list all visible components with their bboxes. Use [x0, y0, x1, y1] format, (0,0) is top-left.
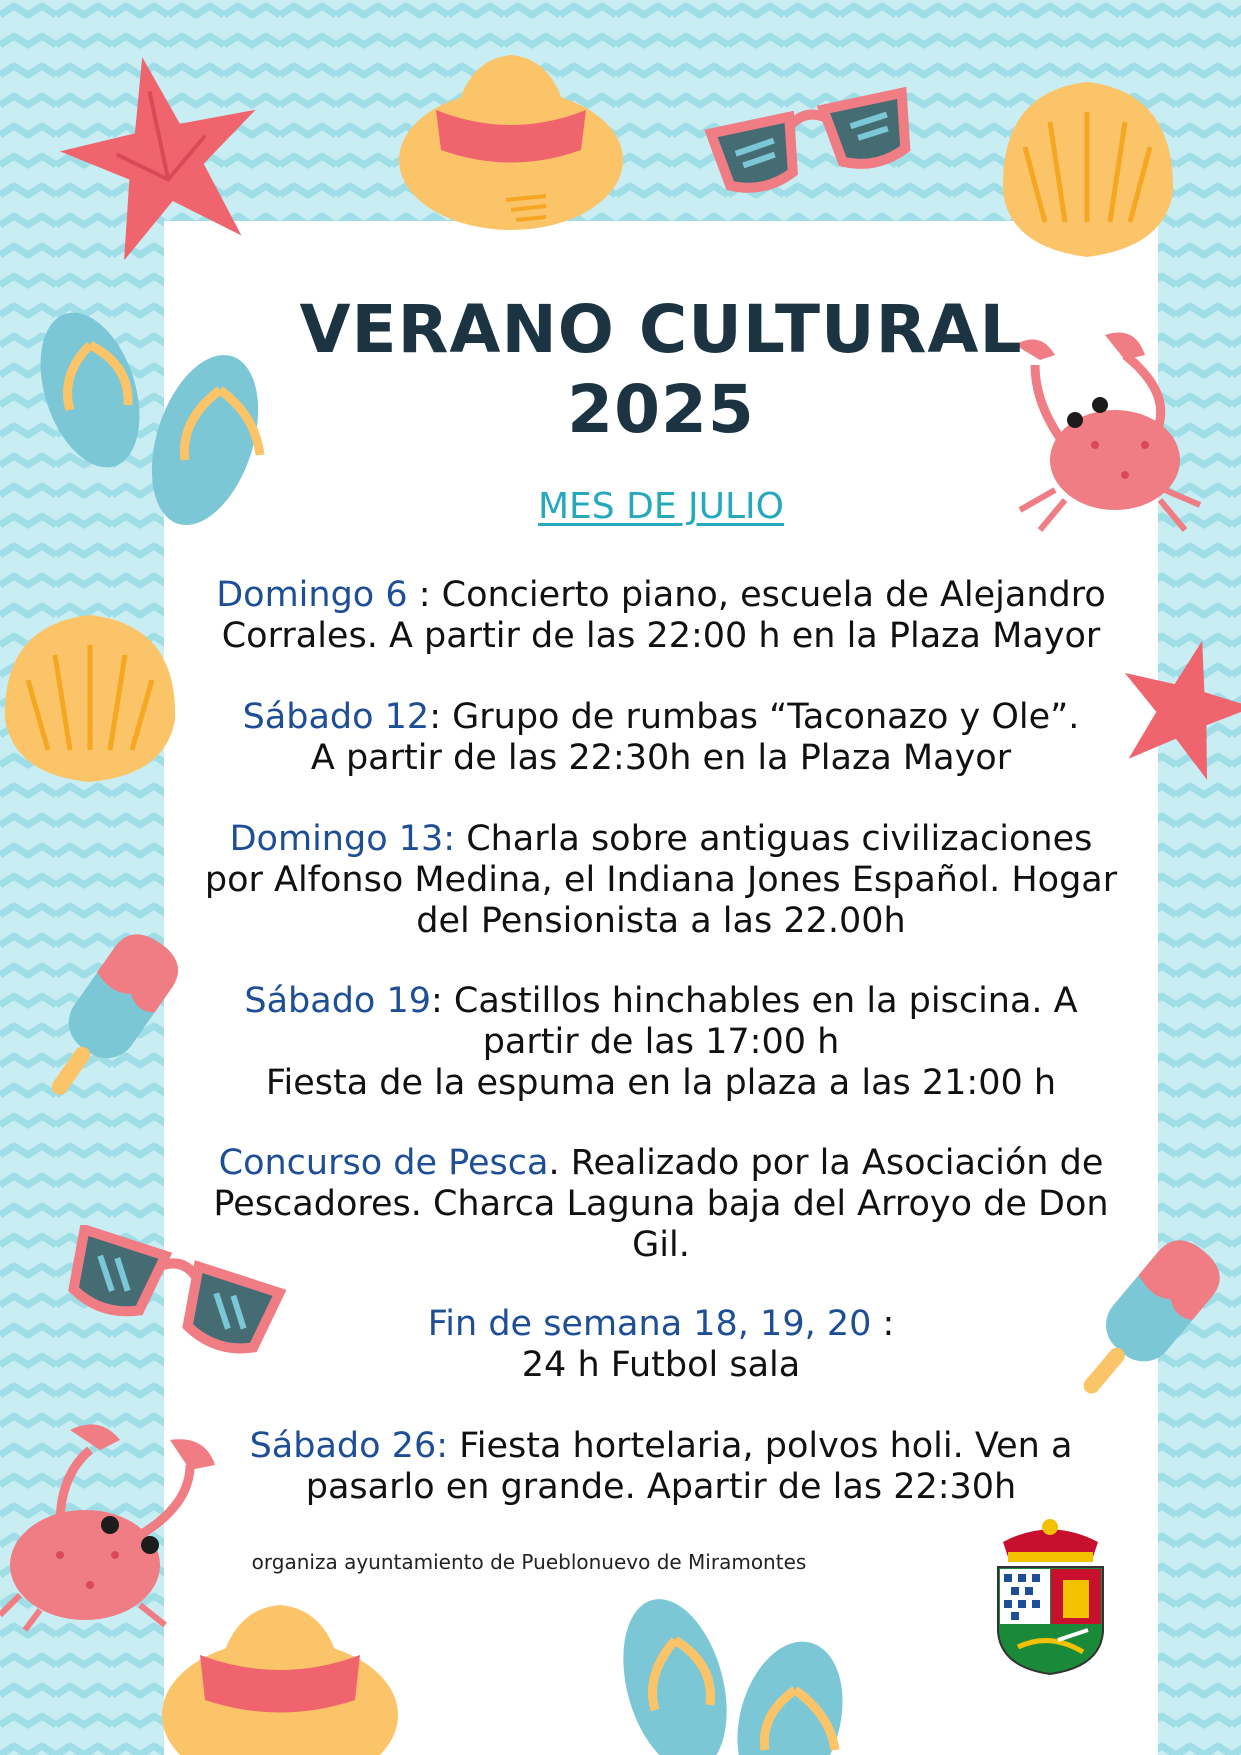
coat-of-arms: [988, 1512, 1113, 1677]
event-line3: del Pensionista a las 22.00h: [416, 901, 906, 941]
event-date: Fin de semana 18, 19, 20: [427, 1304, 872, 1344]
event-item: [164, 1426, 1158, 1508]
event-line1: Sábado 26: Fiesta hortelaria, polvos holi. Ven a: [249, 1426, 1073, 1466]
event-line1: Sábado 19: Castillos hinchables en la piscina. A: [244, 981, 1078, 1021]
starfish-icon: [58, 50, 268, 260]
event-date: Sábado 12: [242, 697, 430, 737]
event-item: [164, 575, 1158, 657]
month-heading: MES DE JULIO: [538, 486, 784, 527]
event-date: Sábado 26:: [249, 1426, 449, 1466]
event-item: [164, 697, 1158, 779]
organizer-footer: organiza ayuntamiento de Pueblonuevo de Miramontes: [251, 1550, 807, 1574]
event-line1: Fin de semana 18, 19, 20 :: [427, 1304, 895, 1344]
event-line2: por Alfonso Medina, el Indiana Jones Español. Hogar: [204, 860, 1118, 900]
event-date: Sábado 19: [244, 981, 431, 1021]
event-date: Concurso de Pesca: [218, 1143, 549, 1183]
event-line1: Domingo 6 : Concierto piano, escuela de Alejandro: [216, 575, 1106, 615]
seashell-icon: [0, 610, 180, 785]
sunglasses-icon: [695, 72, 935, 212]
event-item: [164, 1143, 1158, 1266]
flip-flops-icon: [610, 1590, 850, 1755]
event-line3: Fiesta de la espuma en la plaza a las 21:00 h: [265, 1063, 1057, 1103]
event-line2: Corrales. A partir de las 22:00 h en la Plaza Mayor: [221, 616, 1101, 656]
event-line2: Pescadores. Charca Laguna baja del Arroyo de Don: [213, 1184, 1109, 1224]
event-date: Domingo 13:: [229, 819, 456, 859]
event-item: [164, 1304, 1158, 1386]
event-line3: Gil.: [632, 1225, 690, 1265]
event-line1: Concurso de Pesca. Realizado por la Asociación de: [218, 1143, 1104, 1183]
page-title-line2: 2025: [567, 371, 755, 448]
event-line2: pasarlo en grande. Apartir de las 22:30h: [305, 1467, 1017, 1507]
page-title-line1: VERANO CULTURAL: [299, 291, 1023, 368]
event-line2: 24 h Futbol sala: [521, 1345, 801, 1385]
sun-hat-icon: [160, 1585, 400, 1755]
event-line2: A partir de las 22:30h en la Plaza Mayor: [310, 738, 1012, 778]
seashell-icon: [995, 72, 1180, 262]
event-item: [164, 819, 1158, 942]
event-item: [164, 981, 1158, 1104]
event-line2: partir de las 17:00 h: [482, 1022, 840, 1062]
sun-hat-icon: [396, 40, 626, 240]
event-line1: Domingo 13: Charla sobre antiguas civilizaciones: [229, 819, 1093, 859]
event-line1: Sábado 12: Grupo de rumbas “Taconazo y Ole”.: [242, 697, 1080, 737]
event-date: Domingo 6: [216, 575, 408, 615]
